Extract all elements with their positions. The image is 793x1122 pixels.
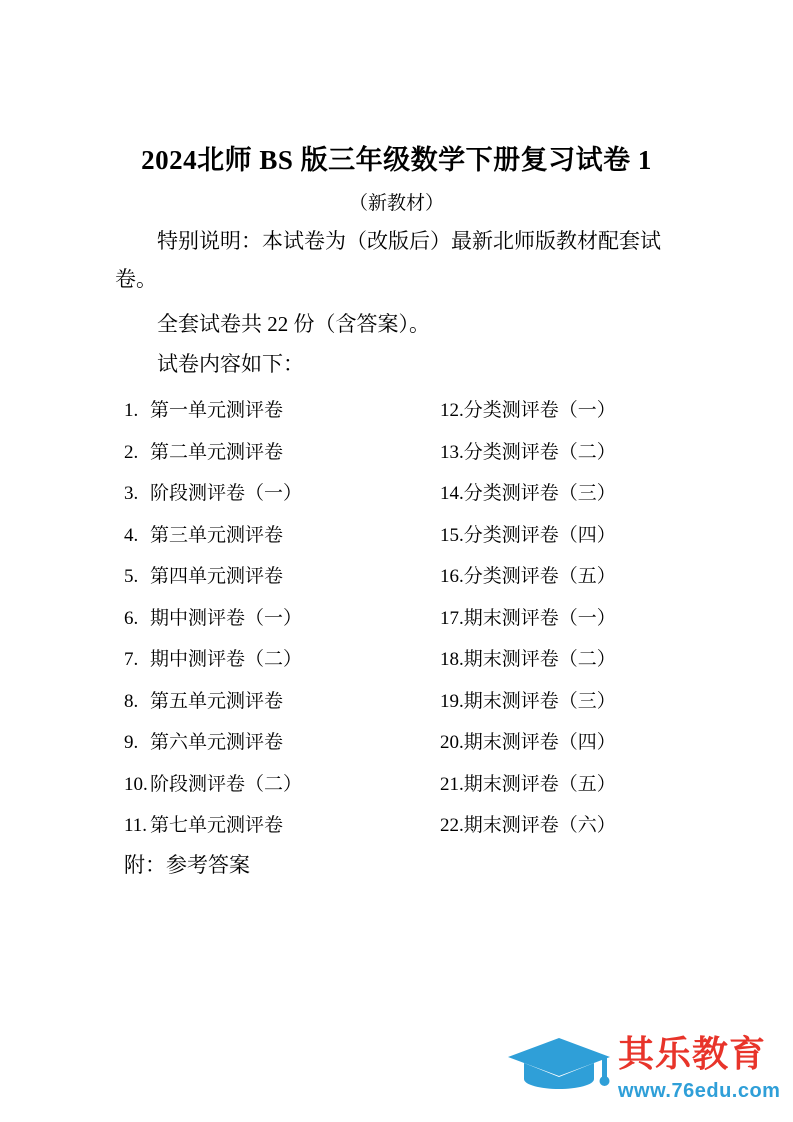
list-item-label: 期末测评卷（三） bbox=[463, 690, 616, 712]
list-item bbox=[124, 722, 424, 764]
list-item bbox=[440, 639, 740, 681]
brand-url: www.76edu.com bbox=[618, 1080, 781, 1102]
brand-logo bbox=[506, 1030, 781, 1112]
list-item-label: 第四单元测评卷 bbox=[150, 566, 284, 587]
list-item bbox=[440, 805, 740, 847]
list-item-number: 15. bbox=[440, 524, 464, 546]
list-item-number: 14. bbox=[440, 483, 464, 504]
appendix-line: 附：参考答案 bbox=[124, 853, 250, 877]
list-item bbox=[440, 681, 740, 723]
list-item bbox=[440, 556, 740, 598]
list-item-number: 2. bbox=[124, 441, 139, 463]
list-item bbox=[124, 556, 424, 598]
list-item bbox=[124, 390, 424, 432]
page-subtitle: （新教材） bbox=[348, 193, 444, 214]
list-item-label: 分类测评卷（二） bbox=[463, 441, 616, 463]
list-item-number: 3. bbox=[124, 483, 139, 504]
list-item-label: 第五单元测评卷 bbox=[150, 690, 284, 712]
list-item-number: 7. bbox=[124, 649, 139, 670]
list-item-label: 第二单元测评卷 bbox=[150, 441, 284, 463]
contents-intro-paragraph: 试卷内容如下： bbox=[157, 352, 304, 376]
total-count-paragraph: 全套试卷共 22 份（含答案）。 bbox=[157, 312, 430, 336]
list-item-label: 第一单元测评卷 bbox=[150, 400, 284, 421]
contents-list-left bbox=[124, 390, 424, 847]
list-item-number: 1. bbox=[124, 400, 139, 421]
list-item-label: 第六单元测评卷 bbox=[150, 732, 284, 753]
list-item bbox=[440, 473, 740, 515]
list-item-label: 第三单元测评卷 bbox=[150, 524, 284, 546]
list-item-label: 分类测评卷（一） bbox=[463, 400, 616, 421]
list-item-label: 期中测评卷（一） bbox=[150, 607, 303, 629]
list-item bbox=[124, 598, 424, 640]
special-note-paragraph: 特别说明：本试卷为（改版后）最新北师版教材配套试卷。 bbox=[115, 229, 661, 291]
list-item bbox=[124, 432, 424, 474]
list-item-number: 19. bbox=[440, 690, 464, 712]
list-item bbox=[440, 722, 740, 764]
list-item bbox=[124, 764, 424, 806]
list-item bbox=[440, 515, 740, 557]
list-item-number: 5. bbox=[124, 566, 139, 587]
list-item bbox=[124, 805, 424, 847]
graduation-cap-icon bbox=[506, 1036, 612, 1090]
list-item bbox=[124, 681, 424, 723]
list-item-label: 期中测评卷（二） bbox=[150, 649, 303, 670]
contents-list-right bbox=[440, 390, 740, 847]
list-item bbox=[124, 639, 424, 681]
list-item-label: 阶段测评卷（一） bbox=[150, 483, 303, 504]
list-item bbox=[440, 598, 740, 640]
list-item-label: 期末测评卷（一） bbox=[463, 607, 616, 629]
list-item bbox=[124, 473, 424, 515]
list-item-label: 期末测评卷（六） bbox=[463, 815, 616, 836]
list-item bbox=[124, 515, 424, 557]
list-item-label: 阶段测评卷（二） bbox=[150, 773, 303, 795]
list-item-number: 22. bbox=[440, 815, 464, 836]
list-item-number: 4. bbox=[124, 524, 139, 546]
list-item-label: 期末测评卷（五） bbox=[463, 773, 616, 795]
list-item-number: 20. bbox=[440, 732, 464, 753]
list-item-label: 分类测评卷（四） bbox=[463, 524, 616, 546]
list-item-number: 13. bbox=[440, 441, 464, 463]
list-item bbox=[440, 432, 740, 474]
list-item-number: 17. bbox=[440, 607, 464, 629]
list-item-label: 分类测评卷（五） bbox=[463, 566, 616, 587]
list-item bbox=[440, 764, 740, 806]
list-item-number: 16. bbox=[440, 566, 464, 587]
list-item-number: 18. bbox=[440, 649, 464, 670]
list-item-number: 11. bbox=[124, 815, 148, 836]
list-item-number: 6. bbox=[124, 607, 139, 629]
list-item-number: 21. bbox=[440, 773, 464, 795]
list-item-number: 9. bbox=[124, 732, 139, 753]
list-item bbox=[440, 390, 740, 432]
list-item-number: 12. bbox=[440, 400, 464, 421]
list-item-number: 10. bbox=[124, 773, 148, 795]
list-item-label: 第七单元测评卷 bbox=[150, 815, 284, 836]
list-item-label: 分类测评卷（三） bbox=[463, 483, 616, 504]
brand-name: 其乐教育 bbox=[618, 1033, 767, 1074]
page-title: 2024北师 BS 版三年级数学下册复习试卷 1 bbox=[141, 145, 652, 175]
list-item-label: 期末测评卷（二） bbox=[463, 649, 616, 670]
list-item-label: 期末测评卷（四） bbox=[463, 732, 616, 753]
list-item-number: 8. bbox=[124, 690, 139, 712]
